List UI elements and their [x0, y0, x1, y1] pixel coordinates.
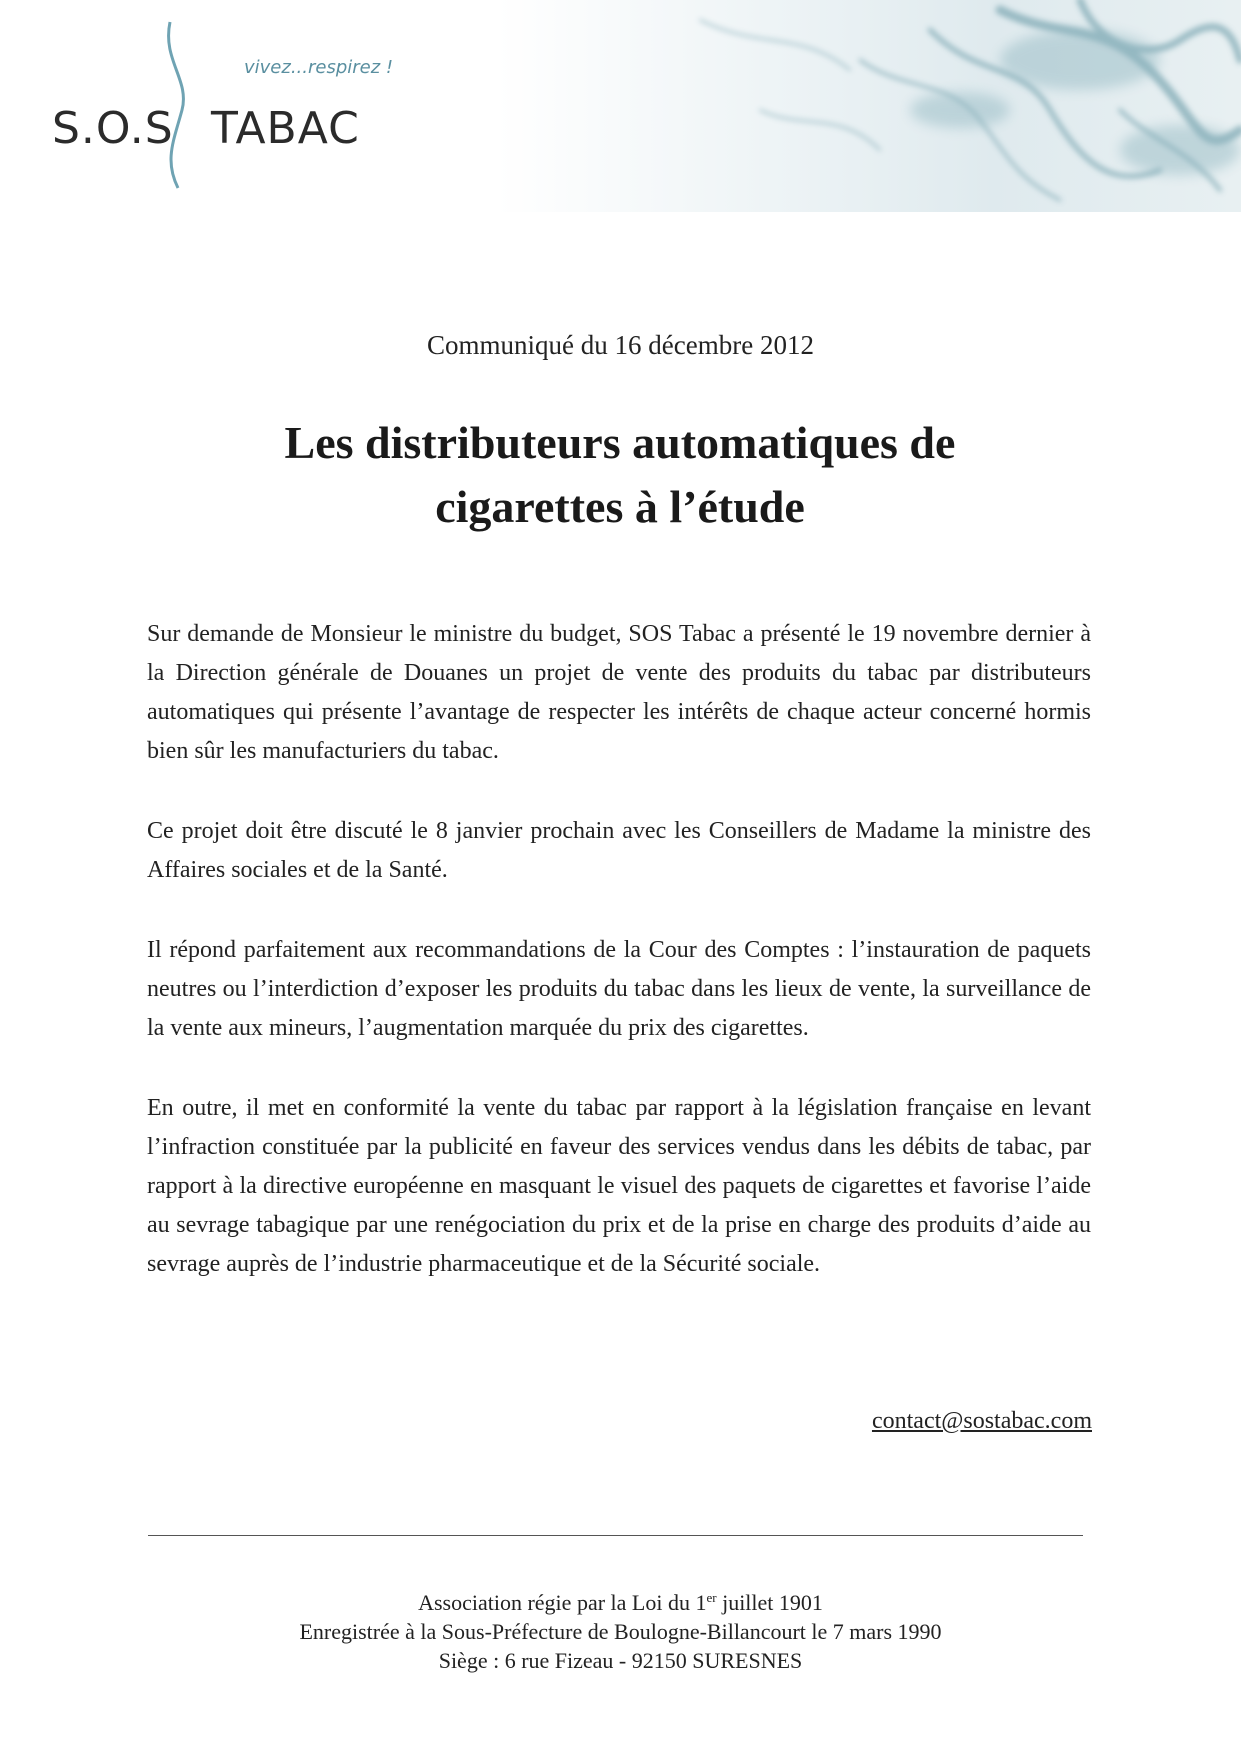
footer-line-1-text: Association régie par la Loi du 1 [418, 1590, 707, 1615]
footer-separator [148, 1535, 1083, 1536]
logo-swirl-icon [160, 20, 200, 190]
paragraph-3: Il répond parfaitement aux recommandations de la Cour des Comptes : l’instauration de paquets neutres ou l’interdiction d’exposer les produits du tabac dans les lieux de vente, la surveillance de la vente aux mineurs, l’augmentation marquée du prix des cigarettes. [147, 937, 1091, 1041]
paragraph-1: Sur demande de Monsieur le ministre du budget, SOS Tabac a présenté le 19 novembre dernier à la Direction générale de Douanes un projet de vente des produits du tabac par distributeurs automatiques qui présente l’avantage de respecter les intérêts de chaque acteur concerné hormis bien sûr les manufacturiers du tabac. [147, 621, 1091, 764]
paragraph-4: En outre, il met en conformité la vente du tabac par rapport à la législation française en levant l’infraction constituée par la publicité en faveur des services vendus dans les débits de tabac, par rapport à la directive européenne en masquant le visuel des paquets de cigarettes et favorise l’aide au sevrage tabagique par une renégociation du prix et de la prise en charge des produits d’aide au sevrage auprès de l’industrie pharmaceutique et de la Sécurité sociale. [147, 1095, 1091, 1277]
footer-line-1 [0, 1588, 1241, 1617]
paragraph-2: Ce projet doit être discuté le 8 janvier prochain avec les Conseillers de Madame la ministre des Affaires sociales et de la Santé. [147, 818, 1091, 883]
footer [0, 1588, 1241, 1675]
footer-line-1-end: juillet 1901 [716, 1590, 823, 1615]
footer-line-3: Siège : 6 rue Fizeau - 92150 SURESNES [438, 1648, 803, 1673]
footer-line-2: Enregistrée à la Sous-Préfecture de Boulogne-Billancourt le 7 mars 1990 [299, 1619, 942, 1644]
logo-text-tabac: TABAC [211, 103, 360, 154]
logo-text-sos: S.O.S [52, 103, 174, 154]
title-line-1: Les distributeurs automatiques de [284, 417, 956, 468]
title-line-2: cigarettes à l’étude [435, 481, 805, 532]
header-banner [0, 0, 1241, 212]
footer-superscript: er [706, 1590, 717, 1605]
body-text [147, 615, 1091, 1325]
press-release-date: Communiqué du 16 décembre 2012 [427, 330, 814, 360]
logo-tagline: vivez...respirez ! [244, 57, 394, 78]
document-title [150, 411, 1090, 539]
contact-email-link[interactable]: contact@sostabac.com [871, 1408, 1092, 1434]
